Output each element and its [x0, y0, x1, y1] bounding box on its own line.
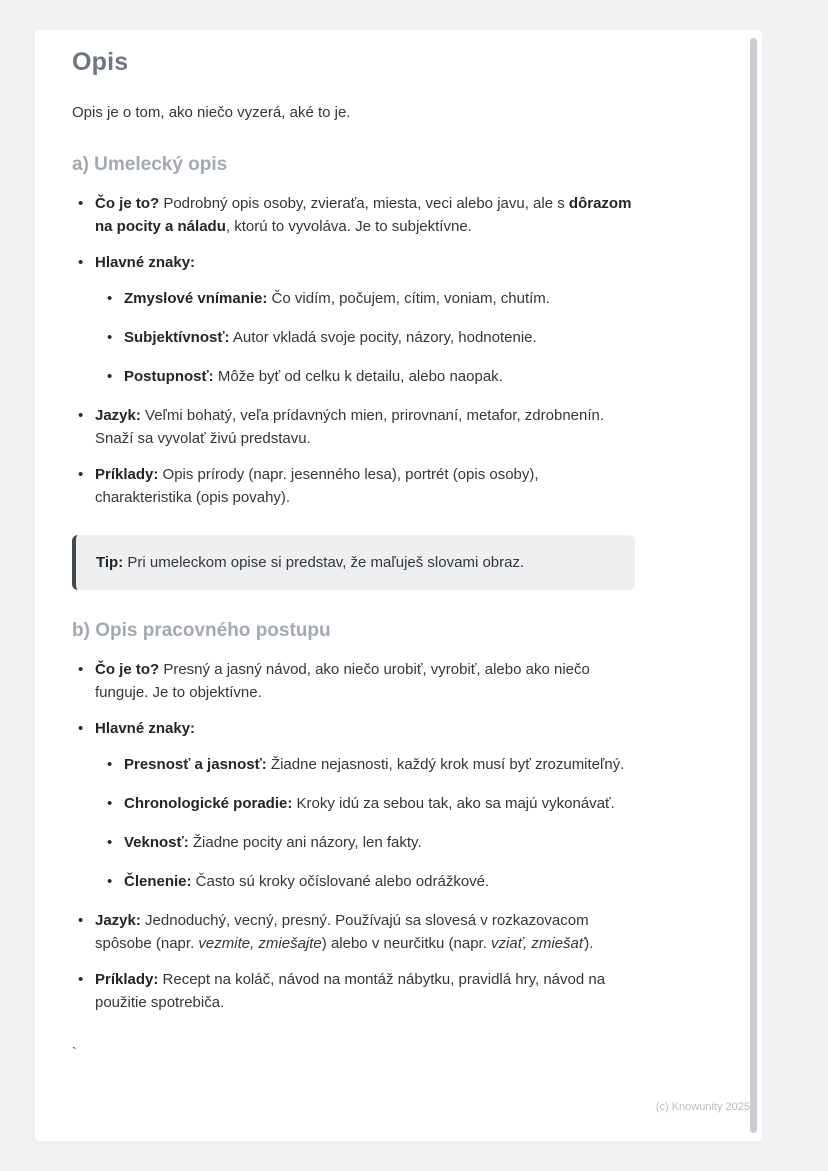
list-item: [101, 326, 635, 349]
nested-list: [101, 287, 635, 388]
list-item-text: [95, 463, 635, 509]
text-segment: Podrobný opis osoby, zvieraťa, miesta, veci alebo javu, ale s: [159, 195, 569, 212]
bold-text: Príklady:: [95, 466, 159, 483]
list-item: [72, 463, 635, 509]
section-a-heading: a) Umelecký opis: [72, 154, 228, 175]
bold-text: Subjektívnosť:: [124, 329, 230, 346]
document-content: [35, 30, 635, 1060]
list-item: [72, 909, 635, 955]
list-item-text: [95, 717, 635, 740]
page-title: Opis: [72, 48, 129, 76]
list-item-text: [124, 831, 635, 854]
text-segment: Jednoduchý, vecný, presný. Používajú sa slovesá v rozkazovacom spôsobe (napr.: [95, 912, 589, 952]
list-item-text: [124, 870, 635, 893]
bold-text: Čo je to?: [95, 195, 160, 212]
text-segment: ) alebo v neurčitku (napr.: [321, 935, 492, 952]
section-b: [72, 620, 635, 1014]
list-item: [72, 192, 635, 238]
bold-text: Tip:: [96, 554, 124, 571]
list-item: [72, 658, 635, 704]
italic-text: vezmite, zmiešajte: [198, 935, 322, 952]
section-a-list: [72, 192, 635, 509]
bold-text: Hlavné znaky:: [95, 254, 196, 271]
stray-character: `: [72, 1044, 77, 1060]
list-item-text: [124, 792, 635, 815]
bold-text: Jazyk:: [95, 407, 141, 424]
text-segment: , ktorú to vyvoláva. Je to subjektívne.: [225, 218, 472, 235]
list-item: [72, 968, 635, 1014]
bold-text: Presnosť a jasnosť:: [124, 756, 267, 773]
bold-text: Členenie:: [124, 873, 192, 890]
list-item: [101, 831, 635, 854]
list-item: [101, 870, 635, 893]
text-segment: Čo vidím, počujem, cítim, voniam, chutím.: [267, 290, 550, 307]
text-segment: Kroky idú za sebou tak, ako sa majú vykonávať.: [292, 795, 615, 812]
list-item-text: [95, 909, 635, 955]
list-item: [101, 287, 635, 310]
bold-text: Postupnosť:: [124, 368, 214, 385]
list-item-text: [95, 968, 635, 1014]
bold-text: Hlavné znaky:: [95, 720, 196, 737]
text-segment: Žiadne nejasnosti, každý krok musí byť zrozumiteľný.: [266, 756, 625, 773]
list-item: [72, 251, 635, 388]
text-segment: Môže byť od celku k detailu, alebo naopak.: [213, 368, 503, 385]
italic-text: vziať, zmiešať: [491, 935, 585, 952]
list-item: [101, 365, 635, 388]
list-item: [101, 753, 635, 776]
list-item-text: [124, 287, 635, 310]
list-item: [72, 404, 635, 450]
bold-text: Zmyslové vnímanie:: [124, 290, 268, 307]
text-segment: Opis prírody (napr. jesenného lesa), portrét (opis osoby), charakteristika (opis povahy).: [95, 466, 539, 506]
document-page: [35, 30, 762, 1141]
tip-text: [96, 554, 524, 571]
list-item-text: [124, 753, 635, 776]
section-b-heading: b) Opis pracovného postupu: [72, 620, 331, 641]
scrollbar[interactable]: [750, 38, 757, 1133]
list-item: [72, 717, 635, 893]
list-item-text: [95, 404, 635, 450]
section-b-list: [72, 658, 635, 1014]
list-item: [101, 792, 635, 815]
text-segment: Presný a jasný návod, ako niečo urobiť, vyrobiť, alebo ako niečo funguje. Je to objektívne.: [95, 661, 590, 701]
nested-list: [101, 753, 635, 893]
bold-text: dôrazom na pocity a náladu: [95, 195, 632, 235]
list-item-text: [95, 658, 635, 704]
list-item-text: [124, 365, 635, 388]
text-segment: Recept na koláč, návod na montáž nábytku, pravidlá hry, návod na použitie spotrebiča.: [95, 971, 606, 1011]
bold-text: Chronologické poradie:: [124, 795, 293, 812]
list-item-text: [95, 251, 635, 274]
bold-text: Čo je to?: [95, 661, 160, 678]
bold-text: Príklady:: [95, 971, 159, 988]
bold-text: Jazyk:: [95, 912, 141, 929]
text-segment: Žiadne pocity ani názory, len fakty.: [188, 834, 422, 851]
tip-callout: [72, 535, 635, 590]
text-segment: Autor vkladá svoje pocity, názory, hodnotenie.: [229, 329, 537, 346]
text-segment: Pri umeleckom opise si predstav, že maľuješ slovami obraz.: [123, 554, 525, 571]
bold-text: Veknosť:: [124, 834, 189, 851]
text-segment: ).: [584, 935, 594, 952]
copyright-footer: (c) Knowunity 2025: [655, 1101, 750, 1113]
list-item-text: [124, 326, 635, 349]
intro-paragraph: Opis je o tom, ako niečo vyzerá, aké to je.: [72, 104, 351, 121]
list-item-text: [95, 192, 635, 238]
text-segment: Často sú kroky očíslované alebo odrážkové.: [191, 873, 490, 890]
text-segment: Veľmi bohatý, veľa prídavných mien, prirovnaní, metafor, zdrobnenín. Snaží sa vyvolať živú predstavu.: [95, 407, 605, 447]
